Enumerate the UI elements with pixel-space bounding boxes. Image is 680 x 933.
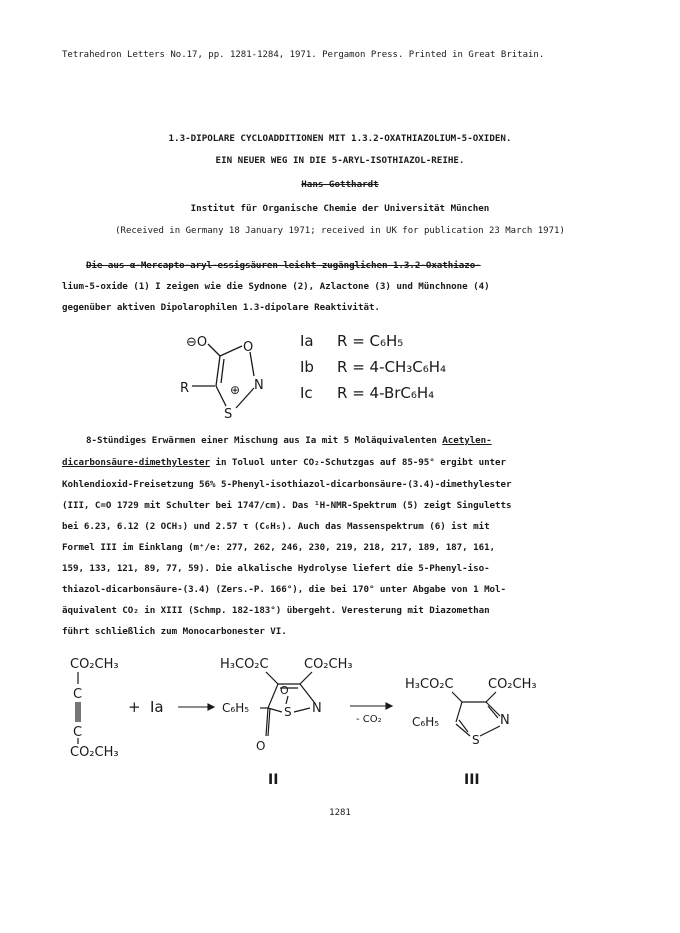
paragraph2-line2 [62,457,506,468]
positive-charge: ⊕ [230,383,241,397]
alkyne-top-ester: CO₂CH₃ [70,657,119,672]
product-sulfur: S [472,733,480,747]
adduct-right-ester: CO₂CH₃ [304,657,353,672]
title-line-1: 1.3-DIPOLARE CYCLOADDITIONEN MIT 1.3.2-OXATHIAZOLIUM-5-OXIDEN. [168,133,512,144]
paragraph2-line1 [86,435,492,446]
compound-label-Ic: Ic [300,384,313,402]
plus-sign: + [128,698,141,716]
paragraph2-line4: (III, C=O 1729 mit Schulter bei 1747/cm). Das ¹H-NMR-Spektrum (5) zeigt Singuletts [62,500,512,511]
paragraph1-line2: lium-5-oxide (1) I zeigen wie die Sydnone (2), Azlactone (3) und Münchnone (4) [62,281,490,292]
product-nitrogen: N [500,713,510,728]
compound-label-Ia: Ia [300,332,314,350]
title-line-2: EIN NEUER WEG IN DIE 5-ARYL-ISOTHIAZOL-REIHE. [215,155,465,166]
paragraph2-line2-text: in Toluol unter CO₂-Schutzgas auf 85-95° ergibt unter [210,457,506,468]
reaction-scheme [60,648,560,788]
product-left-ester: H₃CO₂C [405,677,454,692]
arrow-co2-loss-label: - CO₂ [356,714,382,725]
adduct-label: II [268,772,279,788]
received-note: (Received in Germany 18 January 1971; received in UK for publication 23 March 1971) [115,226,565,236]
reagent-name-part2: dicarbonsäure-dimethylester [62,457,210,468]
adduct-bridge-oxygen: O [280,684,289,697]
reagent-Ia: Ia [150,698,164,716]
adduct-phenyl: C₆H₅ [222,701,250,715]
paragraph2-line8: thiazol-dicarbonsäure-(3.4) (Zers.-P. 166°), die bei 170° unter Abgabe von 1 Mol- [62,584,506,595]
paragraph2-line5: bei 6.23, 6.12 (2 OCH₃) und 2.57 τ (C₆H₅). Auch das Massenspektrum (6) ist mit [62,521,490,532]
oxathiazolium-structure [180,322,290,427]
paragraph2-line3: Kohlendioxid-Freisetzung 56% 5-Phenyl-isothiazol-dicarbonsäure-(3.4)-dimethylester [62,479,512,490]
alkyne-carbon-2: C [73,725,83,740]
paragraph2-line9: äquivalent CO₂ in XIII (Schmp. 182-183°) übergeht. Veresterung mit Diazomethan [62,605,490,616]
alkyne-bottom-ester: CO₂CH₃ [70,745,119,760]
ring-n-atom: N [254,378,264,393]
substituent-Ib: R = 4-CH₃C₆H₄ [337,358,447,376]
page-number: 1281 [329,808,351,818]
product-right-ester: CO₂CH₃ [488,677,537,692]
adduct-nitrogen: N [312,701,322,716]
substituent-Ic: R = 4-BrC₆H₄ [337,384,435,402]
paragraph2-line1-text: 8-Stündiges Erwärmen einer Mischung aus Ia mit 5 Moläquivalenten [86,435,443,446]
paragraph1-line3: gegenüber aktiven Dipolarophilen 1.3-dipolare Reaktivität. [62,302,380,313]
adduct-carbonyl-oxygen: O [256,739,266,753]
journal-header: Tetrahedron Letters No.17, pp. 1281-1284, 1971. Pergamon Press. Printed in Great Britain. [62,50,545,60]
compound-label-Ib: Ib [300,358,314,376]
r-substituent: R [180,381,190,396]
adduct-sulfur: S [284,705,292,719]
alkyne-carbon-1: C [73,687,83,702]
paragraph2-line10: führt schließlich zum Monocarbonester VI. [62,626,287,637]
paragraph1-line1: Die aus α-Mercapto-aryl-essigsäuren leicht zugänglichen 1.3.2-Oxathiazo- [86,260,481,271]
oxide-o-atom: ⊖O [186,335,208,350]
ring-s-atom: S [224,407,233,422]
paragraph2-line7: 159, 133, 121, 89, 77, 59). Die alkalische Hydrolyse liefert die 5-Phenyl-iso- [62,563,490,574]
paragraph2-line6: Formel III im Einklang (m⁺/e: 277, 262, 246, 230, 219, 218, 217, 189, 187, 161, [62,542,496,553]
institution: Institut für Organische Chemie der Universität München [190,203,490,214]
product-phenyl: C₆H₅ [412,715,440,729]
substituent-Ia: R = C₆H₅ [337,332,404,350]
ring-o-atom: O [243,340,254,355]
author: Hans Gotthardt [301,179,379,190]
product-label: III [464,772,480,788]
adduct-left-ester: H₃CO₂C [220,657,269,672]
reagent-name-part1: Acetylen- [442,435,492,446]
